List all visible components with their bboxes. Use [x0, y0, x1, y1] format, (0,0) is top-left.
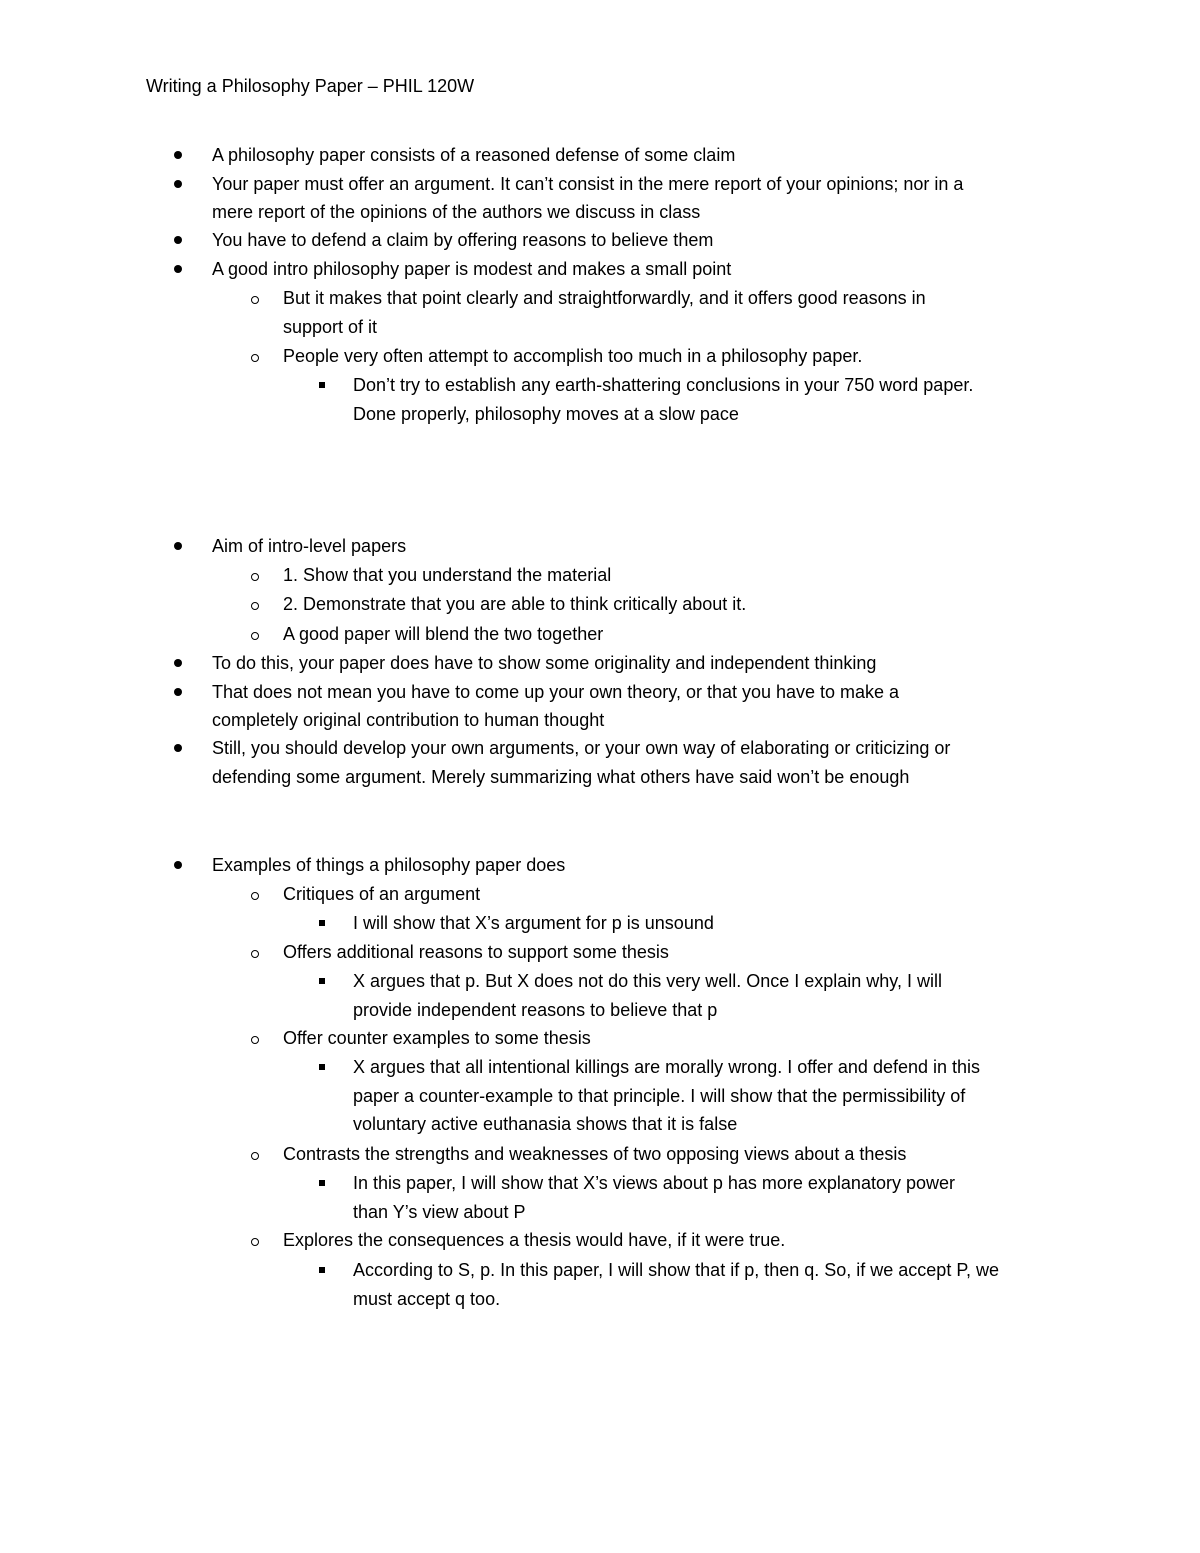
sub-list-item: 1. Show that you understand the material	[283, 565, 612, 585]
bullet-circle-icon	[246, 1024, 266, 1052]
bullet-square-icon	[312, 967, 332, 995]
sub-list-item: Explores the consequences a thesis would have, if it were true.	[283, 1230, 786, 1250]
bullet-circle-icon	[246, 938, 266, 966]
bullet-square-icon	[312, 909, 332, 937]
bullet-circle-icon	[246, 342, 266, 370]
sub-list-item: But it makes that point clearly and straightforwardly, and it offers good reasons in	[283, 288, 926, 308]
sub-sub-list-item: I will show that X’s argument for p is unsound	[353, 913, 714, 933]
bullet-disc-icon	[168, 649, 188, 677]
bullet-circle-icon	[246, 284, 266, 312]
bullet-disc-icon	[168, 255, 188, 283]
bullet-circle-icon	[246, 620, 266, 648]
sub-sub-list-item: X argues that p. But X does not do this very well. Once I explain why, I will	[353, 971, 942, 991]
bullet-disc-icon	[168, 851, 188, 879]
bullet-circle-icon	[246, 590, 266, 618]
bullet-square-icon	[312, 1169, 332, 1197]
bullet-circle-icon	[246, 880, 266, 908]
document-title: Writing a Philosophy Paper – PHIL 120W	[146, 76, 475, 96]
sub-sub-list-item: According to S, p. In this paper, I will show that if p, then q. So, if we accept P, we	[353, 1260, 1000, 1280]
list-item-continuation: mere report of the opinions of the authors we discuss in class	[212, 202, 701, 222]
bullet-disc-icon	[168, 678, 188, 706]
bullet-circle-icon	[246, 1140, 266, 1168]
bullet-disc-icon	[168, 734, 188, 762]
bullet-circle-icon	[246, 561, 266, 589]
bullet-square-icon	[312, 1053, 332, 1081]
sub-sub-list-item: X argues that all intentional killings are morally wrong. I offer and defend in this	[353, 1057, 981, 1077]
sub-list-item: 2. Demonstrate that you are able to think critically about it.	[283, 594, 747, 614]
list-item: That does not mean you have to come up your own theory, or that you have to make a	[212, 682, 900, 702]
bullet-disc-icon	[168, 226, 188, 254]
list-item: You have to defend a claim by offering reasons to believe them	[212, 230, 714, 250]
bullet-disc-icon	[168, 170, 188, 198]
sub-sub-list-item-continuation: must accept q too.	[353, 1289, 501, 1309]
sub-list-item: Critiques of an argument	[283, 884, 481, 904]
list-item: To do this, your paper does have to show some originality and independent thinking	[212, 653, 877, 673]
bullet-square-icon	[312, 1256, 332, 1284]
sub-sub-list-item-continuation: paper a counter-example to that principle. I will show that the permissibility of	[353, 1086, 966, 1106]
sub-sub-list-item-continuation: Done properly, philosophy moves at a slow pace	[353, 404, 739, 424]
sub-list-item: A good paper will blend the two together	[283, 624, 604, 644]
list-item: Examples of things a philosophy paper does	[212, 855, 566, 875]
sub-sub-list-item-continuation: than Y’s view about P	[353, 1202, 526, 1222]
sub-list-item: Offer counter examples to some thesis	[283, 1028, 591, 1048]
bullet-disc-icon	[168, 532, 188, 560]
sub-list-item: Offers additional reasons to support some thesis	[283, 942, 669, 962]
bullet-square-icon	[312, 371, 332, 399]
bullet-circle-icon	[246, 1226, 266, 1254]
sub-list-item: Contrasts the strengths and weaknesses of two opposing views about a thesis	[283, 1144, 907, 1164]
sub-sub-list-item: Don’t try to establish any earth-shattering conclusions in your 750 word paper.	[353, 375, 974, 395]
sub-list-item: People very often attempt to accomplish too much in a philosophy paper.	[283, 346, 863, 366]
sub-sub-list-item-continuation: provide independent reasons to believe that p	[353, 1000, 718, 1020]
bullet-disc-icon	[168, 141, 188, 169]
sub-list-item-continuation: support of it	[283, 317, 378, 337]
sub-sub-list-item-continuation: voluntary active euthanasia shows that it is false	[353, 1114, 738, 1134]
list-item-continuation: defending some argument. Merely summarizing what others have said won’t be enough	[212, 767, 910, 787]
sub-sub-list-item: In this paper, I will show that X’s views about p has more explanatory power	[353, 1173, 955, 1193]
list-item: A philosophy paper consists of a reasoned defense of some claim	[212, 145, 736, 165]
list-item-continuation: completely original contribution to human thought	[212, 710, 605, 730]
list-item: Still, you should develop your own arguments, or your own way of elaborating or criticizing or	[212, 738, 951, 758]
list-item: Your paper must offer an argument. It can’t consist in the mere report of your opinions; nor in a	[212, 174, 964, 194]
list-item: Aim of intro-level papers	[212, 536, 407, 556]
list-item: A good intro philosophy paper is modest and makes a small point	[212, 259, 732, 279]
